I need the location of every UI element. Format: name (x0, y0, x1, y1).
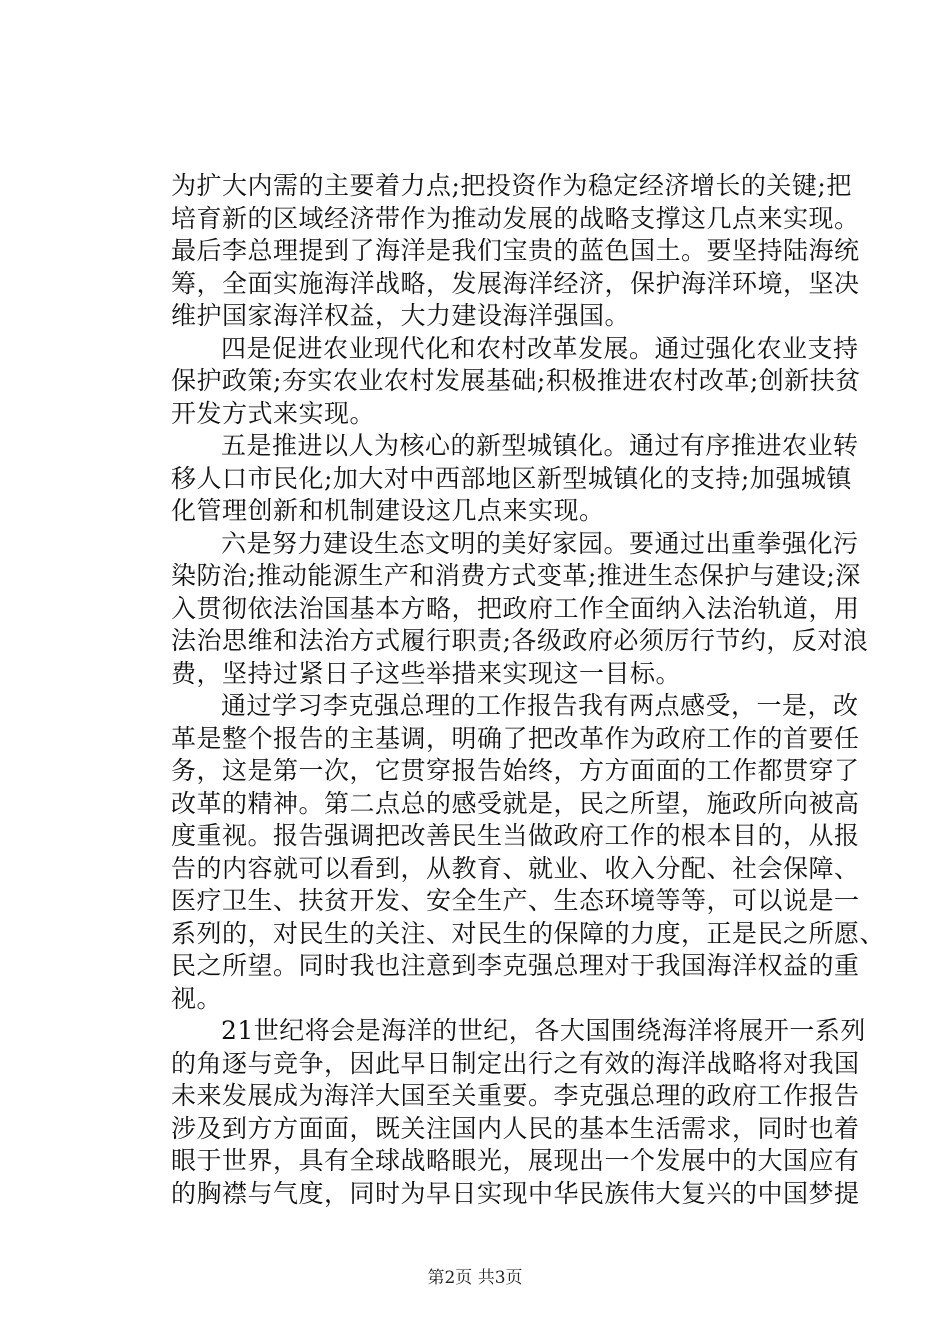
text-line: 医疗卫生、扶贫开发、安全生产、生态环境等等，可以说是一 (171, 886, 860, 915)
text-line: 保护政策;夯实农业农村发展基础;积极推进农村改革;创新扶贫 (171, 366, 861, 395)
text-line: 涉及到方方面面，既关注国内人民的基本生活需求，同时也着 (171, 1113, 860, 1143)
text-line: 入贯彻依法治国基本方略，把政府工作全面纳入法治轨道，用 (171, 593, 860, 623)
text-line: 移人口市民化;加大对中西部地区新型城镇化的支持;加强城镇 (171, 463, 852, 493)
text-line: 告的内容就可以看到，从教育、就业、收入分配、社会保障、 (171, 853, 860, 883)
text-line: 眼于世界，具有全球战略眼光，展现出一个发展中的大国应有 (171, 1146, 860, 1175)
text-line: 民之所望。同时我也注意到李克强总理对于我国海洋权益的重 (171, 951, 860, 980)
text-line: 未来发展成为海洋大国至关重要。李克强总理的政府工作报告 (171, 1081, 860, 1110)
text-line: 21世纪将会是海洋的世纪，各大国围绕海洋将展开一系列 (221, 1016, 866, 1045)
text-line: 视。 (171, 983, 223, 1013)
text-line: 开发方式来实现。 (171, 398, 376, 428)
text-line: 系列的，对民生的关注、对民生的保障的力度，正是民之所愿、 (171, 918, 886, 948)
text-line: 度重视。报告强调把改善民生当做政府工作的根本目的，从报 (171, 821, 860, 850)
text-line: 四是促进农业现代化和农村改革发展。通过强化农业支持 (221, 333, 859, 363)
text-line: 费，坚持过紧日子这些举措来实现这一目标。 (171, 658, 682, 688)
text-line: 五是推进以人为核心的新型城镇化。通过有序推进农业转 (221, 431, 859, 460)
text-line: 革是整个报告的主基调，明确了把改革作为政府工作的首要任 (171, 723, 860, 753)
body-text (171, 170, 886, 1210)
text-line: 法治思维和法治方式履行职责;各级政府必须厉行节约，反对浪 (171, 626, 869, 655)
text-line: 的角逐与竞争，因此早日制定出行之有效的海洋战略将对我国 (171, 1048, 860, 1078)
text-line: 通过学习李克强总理的工作报告我有两点感受，一是，改 (221, 691, 859, 720)
text-line: 务，这是第一次，它贯穿报告始终，方方面面的工作都贯穿了 (171, 756, 860, 785)
text-line: 最后李总理提到了海洋是我们宝贵的蓝色国土。要坚持陆海统 (171, 236, 860, 265)
text-line: 染防治;推动能源生产和消费方式变革;推进生态保护与建设;深 (171, 561, 861, 590)
text-line: 培育新的区域经济带作为推动发展的战略支撑这几点来实现。 (171, 203, 860, 233)
text-line: 维护国家海洋权益，大力建设海洋强国。 (171, 301, 631, 330)
text-line: 化管理创新和机制建设这几点来实现。 (171, 496, 605, 525)
text-line: 筹，全面实施海洋战略，发展海洋经济，保护海洋环境，坚决 (171, 268, 860, 298)
text-line: 为扩大内需的主要着力点;把投资作为稳定经济增长的关键;把 (171, 171, 852, 200)
page-footer: 第2页 共3页 (427, 1268, 523, 1288)
text-line: 六是努力建设生态文明的美好家园。要通过出重拳强化污 (221, 528, 859, 558)
text-line: 的胸襟与气度，同时为早日实现中华民族伟大复兴的中国梦提 (171, 1178, 860, 1208)
text-line: 改革的精神。第二点总的感受就是，民之所望，施政所向被高 (171, 788, 860, 818)
